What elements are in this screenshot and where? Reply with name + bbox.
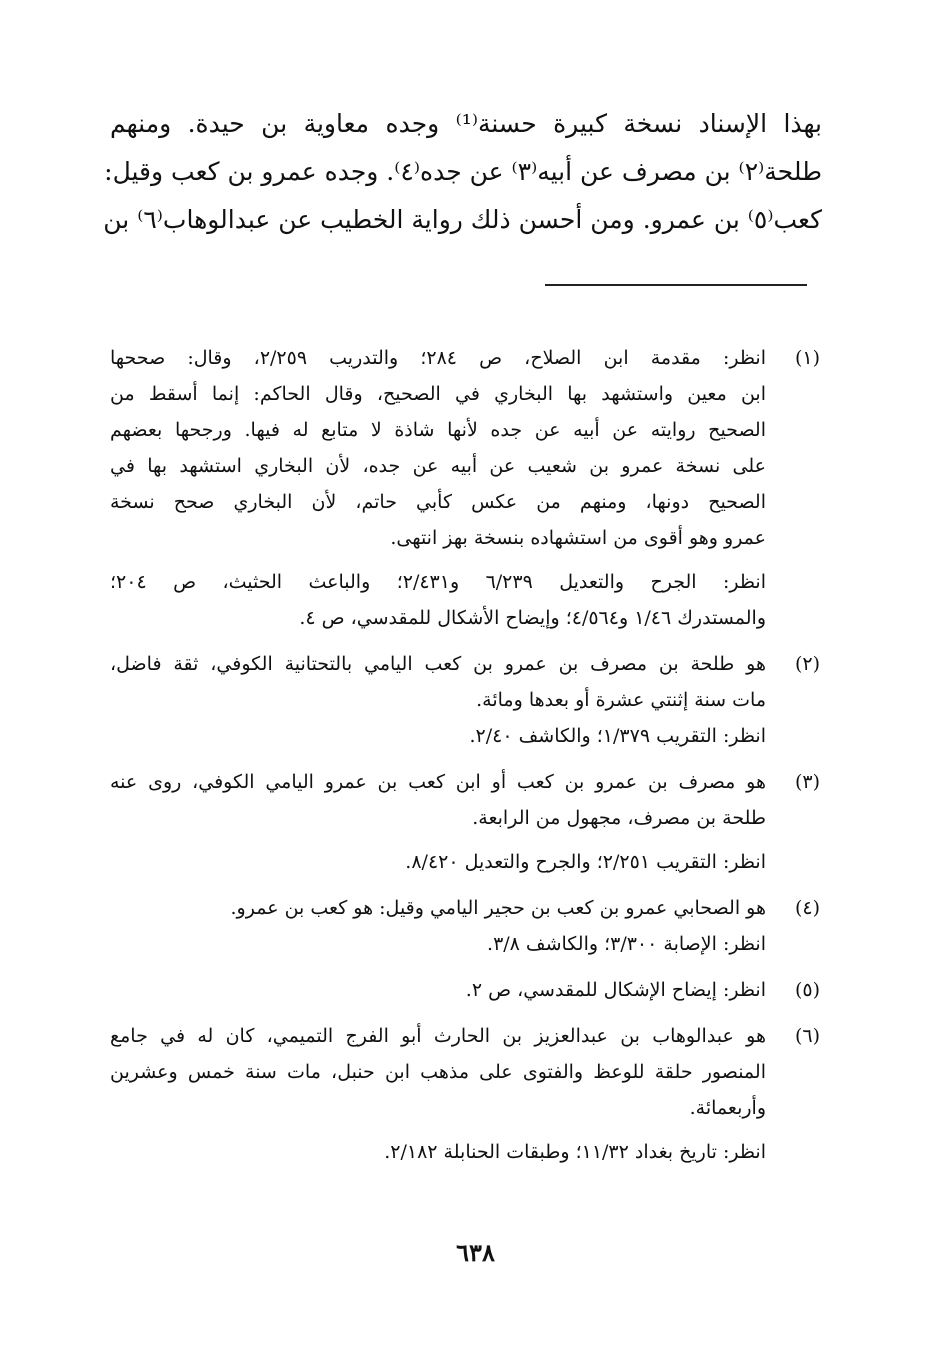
footnote-1 xyxy=(110,340,820,636)
page-number: ٦٣٨ xyxy=(456,1238,495,1267)
footnote-line: هو مصرف بن عمرو بن كعب أو ابن كعب بن عمرو اليامي الكوفي، روى عنه xyxy=(110,771,766,793)
footnote-line: هو عبدالوهاب بن عبدالعزيز بن الحارث أبو الفرج التميمي، كان له في جامع xyxy=(110,1025,766,1047)
footnote-4 xyxy=(110,890,820,962)
footnote-number: (٦) xyxy=(794,1025,820,1047)
footnote-line: المنصور حلقة للوعظ والفتوى على مذهب ابن حنبل، مات سنة خمس وعشرين xyxy=(110,1061,766,1083)
footnote-line: الصحيح روايته عن أبيه عن جده لأنها شاذة لا متابع له فيها. ورجحها بعضهم xyxy=(110,419,766,441)
footnote-2 xyxy=(110,646,820,754)
footnote-line: طلحة بن مصرف، مجهول من الرابعة. xyxy=(472,807,766,829)
footnote-number: (٥) xyxy=(794,979,820,1001)
footnote-body xyxy=(110,890,766,962)
footnote-line: انظر: الجرح والتعديل ٦/٢٣٩ و٢/٤٣١؛ والباعث الحثيث، ص ٢٠٤؛ xyxy=(110,571,766,593)
footnote-line: ابن معين واستشهد بها البخاري في الصحيح، وقال الحاكم: إنما أسقط من xyxy=(110,383,766,405)
footnote-line: هو طلحة بن مصرف بن عمرو بن كعب اليامي بالتحتانية الكوفي، ثقة فاضل، xyxy=(110,653,766,675)
footnote-number: (٤) xyxy=(794,897,820,919)
footnote-line: وأربعمائة. xyxy=(689,1097,766,1119)
footnote-3 xyxy=(110,764,820,880)
footnote-line: انظر: الإصابة ٣/٣٠٠؛ والكاشف ٣/٨. xyxy=(487,933,766,955)
footnote-line: انظر: التقريب ١/٣٧٩؛ والكاشف ٢/٤٠. xyxy=(469,725,766,747)
footnote-line: انظر: تاريخ بغداد ١١/٣٢؛ وطبقات الحنابلة ٢/١٨٢. xyxy=(384,1141,766,1163)
footnote-number: (٢) xyxy=(794,653,820,675)
footnote-body xyxy=(110,972,766,1008)
footnote-line: والمستدرك ١/٤٦ و٤/٥٦٤؛ وإيضاح الأشكال للمقدسي، ص ٤. xyxy=(299,607,766,629)
footnote-body xyxy=(110,1018,766,1170)
footnote-number: (٣) xyxy=(794,771,820,793)
footnote-line: انظر: مقدمة ابن الصلاح، ص ٢٨٤؛ والتدريب ٢/٢٥٩، وقال: صححها xyxy=(110,347,766,369)
footnote-line: الصحيح دونها، ومنهم من عكس كأبي حاتم، لأن البخاري صحح نسخة xyxy=(110,491,766,513)
footnote-line: عمرو وهو أقوى من استشهاده بنسخة بهز انتهى. xyxy=(390,527,766,549)
footnote-5 xyxy=(110,972,820,1008)
main-text-line: طلحة⁽٢⁾ بن مصرف عن أبيه⁽٣⁾ عن جده⁽٤⁾. وجده عمرو بن كعب وقيل: xyxy=(104,157,822,186)
footnote-line: على نسخة عمرو بن شعيب عن أبيه عن جده، لأن البخاري استشهد بها في xyxy=(110,455,766,477)
main-text xyxy=(103,100,823,244)
footnote-separator xyxy=(545,284,807,286)
footnote-line: انظر: إيضاح الإشكال للمقدسي، ص ٢. xyxy=(465,979,766,1001)
footnote-6 xyxy=(110,1018,820,1170)
footnote-body xyxy=(110,340,766,636)
footnote-body xyxy=(110,646,766,754)
footnote-body xyxy=(110,764,766,880)
main-text-line: بهذا الإسناد نسخة كبيرة حسنة⁽¹⁾ وجده معاوية بن حيدة. ومنهم xyxy=(110,109,823,138)
main-text-line: كعب⁽٥⁾ بن عمرو. ومن أحسن ذلك رواية الخطيب عن عبدالوهاب⁽٦⁾ بن xyxy=(103,205,822,234)
footnote-line: هو الصحابي عمرو بن كعب بن حجير اليامي وقيل: هو كعب بن عمرو. xyxy=(230,897,766,919)
footnote-line: انظر: التقريب ٢/٢٥١؛ والجرح والتعديل ٨/٤٢٠. xyxy=(405,851,766,873)
footnote-number: (١) xyxy=(794,347,820,369)
footnotes xyxy=(110,340,820,1170)
footnote-line: مات سنة إثنتي عشرة أو بعدها ومائة. xyxy=(476,689,766,711)
